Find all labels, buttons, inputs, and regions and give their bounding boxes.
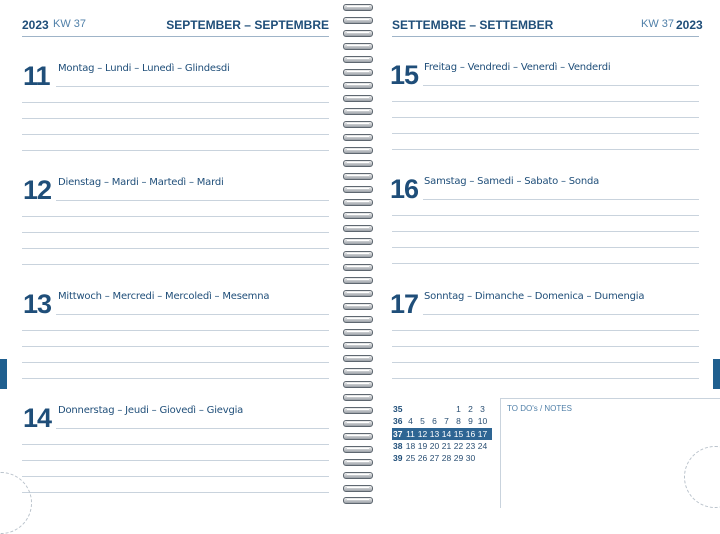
calendar-day: 11 — [406, 428, 415, 439]
spiral-ring — [343, 186, 373, 193]
line — [22, 150, 329, 151]
line — [22, 492, 329, 493]
calendar-day: 10 — [477, 416, 488, 427]
spiral-ring — [343, 225, 373, 232]
line — [22, 444, 329, 445]
day-name: Mittwoch – Mercredi – Mercoledì – Mesemna — [58, 291, 270, 302]
spiral-ring — [343, 147, 373, 154]
day-number: 14 — [23, 403, 52, 433]
line — [22, 378, 329, 379]
spiral-ring — [343, 342, 373, 349]
spiral-ring — [343, 329, 373, 336]
spiral-ring — [343, 264, 373, 271]
calendar-day: 9 — [468, 416, 473, 427]
spiral-ring — [343, 420, 373, 427]
line — [392, 117, 699, 118]
calendar-day: 19 — [417, 440, 428, 451]
left-page — [0, 0, 338, 507]
line — [392, 231, 699, 232]
line — [392, 133, 699, 134]
day-number: 17 — [390, 289, 419, 319]
line — [22, 248, 329, 249]
line — [22, 264, 329, 265]
spiral-ring — [343, 277, 373, 284]
day-name: Freitag – Vendredi – Venerdì – Venderdi — [424, 62, 611, 73]
calendar-day: 15 — [453, 428, 464, 439]
line — [22, 476, 329, 477]
spiral-ring — [343, 316, 373, 323]
day-name: Donnerstag – Jeudi – Giovedì – Gievgia — [58, 405, 244, 416]
calendar-day: 28 — [441, 453, 452, 464]
spiral-ring — [343, 17, 373, 24]
spiral-ring — [343, 30, 373, 37]
calendar-day: 23 — [465, 440, 476, 451]
spiral-ring — [343, 433, 373, 440]
spiral-binding — [338, 0, 382, 507]
line — [56, 314, 329, 315]
right-index-tab — [713, 359, 720, 389]
calendar-day: 27 — [429, 453, 440, 464]
spiral-ring — [343, 290, 373, 297]
spiral-ring — [343, 134, 373, 141]
spiral-ring — [343, 459, 373, 466]
notes-area — [500, 398, 720, 508]
day-name: Montag – Lundi – Lunedì – Glindesdi — [58, 63, 230, 74]
spiral-ring — [343, 56, 373, 63]
left-index-tab — [0, 359, 7, 389]
mini-calendar — [392, 403, 492, 464]
calendar-day: 6 — [432, 416, 437, 427]
right-month-title: SETTEMBRE – SETTEMBER — [392, 18, 554, 32]
calendar-day: 8 — [456, 416, 461, 427]
week-number: 36 — [393, 416, 403, 427]
spiral-ring — [343, 108, 373, 115]
line — [392, 362, 699, 363]
calendar-day: 21 — [441, 440, 452, 451]
calendar-week-row — [392, 452, 492, 464]
line — [22, 460, 329, 461]
calendar-day: 17 — [477, 428, 488, 439]
calendar-day: 5 — [420, 416, 425, 427]
spiral-ring — [343, 485, 373, 492]
calendar-day: 25 — [405, 453, 416, 464]
line — [56, 86, 329, 87]
line — [22, 362, 329, 363]
day-name: Dienstag – Mardi – Martedì – Mardi — [58, 177, 224, 188]
calendar-day: 20 — [429, 440, 440, 451]
spiral-ring — [343, 212, 373, 219]
calendar-week-row — [392, 403, 492, 415]
spiral-ring — [343, 303, 373, 310]
calendar-week-row — [392, 440, 492, 452]
line — [22, 102, 329, 103]
line — [22, 216, 329, 217]
spiral-ring — [343, 82, 373, 89]
spiral-ring — [343, 95, 373, 102]
calendar-day: 12 — [417, 428, 428, 439]
spiral-ring — [343, 121, 373, 128]
week-number: 37 — [393, 428, 403, 439]
left-year: 2023 — [22, 18, 49, 32]
header-rule — [22, 36, 329, 37]
calendar-day: 1 — [456, 404, 461, 414]
line — [22, 232, 329, 233]
calendar-day: 26 — [417, 453, 428, 464]
day-name: Samstag – Samedi – Sabato – Sonda — [424, 176, 600, 187]
spiral-ring — [343, 251, 373, 258]
spiral-ring — [343, 69, 373, 76]
right-week: KW 37 — [641, 18, 675, 30]
day-number: 15 — [390, 60, 419, 90]
calendar-day: 13 — [429, 428, 440, 439]
calendar-day: 18 — [405, 440, 416, 451]
day-number: 12 — [23, 175, 52, 205]
spiral-ring — [343, 368, 373, 375]
calendar-week-row — [392, 415, 492, 427]
calendar-day: 14 — [441, 428, 452, 439]
calendar-day: 24 — [477, 440, 488, 451]
calendar-day: 3 — [480, 404, 485, 414]
line — [392, 215, 699, 216]
spiral-ring — [343, 160, 373, 167]
line — [56, 428, 329, 429]
spiral-ring — [343, 472, 373, 479]
left-month-title: SEPTEMBER – SEPTEMBRE — [166, 18, 329, 32]
spiral-ring — [343, 355, 373, 362]
week-number: 35 — [393, 404, 403, 414]
week-number: 39 — [393, 453, 403, 464]
line — [22, 330, 329, 331]
calendar-week-row-current — [392, 428, 492, 440]
line — [392, 247, 699, 248]
line — [392, 101, 699, 102]
spiral-ring — [343, 381, 373, 388]
day-number: 11 — [23, 61, 50, 91]
right-year: 2023 — [676, 18, 703, 32]
day-name: Sonntag – Dimanche – Domenica – Dumengia — [424, 291, 645, 302]
line — [56, 200, 329, 201]
line — [423, 85, 699, 86]
spiral-ring — [343, 199, 373, 206]
calendar-day: 7 — [444, 416, 449, 427]
line — [423, 199, 699, 200]
week-number: 38 — [393, 440, 403, 451]
line — [392, 346, 699, 347]
header-rule — [392, 36, 699, 37]
spiral-ring — [343, 497, 373, 504]
calendar-day: 29 — [453, 453, 464, 464]
line — [22, 134, 329, 135]
calendar-day: 30 — [465, 453, 476, 464]
line — [392, 378, 699, 379]
spiral-ring — [343, 43, 373, 50]
spiral-ring — [343, 394, 373, 401]
line — [392, 263, 699, 264]
line — [22, 346, 329, 347]
calendar-day: 22 — [453, 440, 464, 451]
calendar-day: 2 — [468, 404, 473, 414]
line — [392, 330, 699, 331]
calendar-day: 16 — [465, 428, 476, 439]
line — [423, 314, 699, 315]
spiral-ring — [343, 238, 373, 245]
spiral-ring — [343, 4, 373, 11]
left-week: KW 37 — [53, 18, 87, 30]
day-number: 13 — [23, 289, 52, 319]
corner-mark — [0, 472, 32, 534]
day-number: 16 — [390, 174, 419, 204]
calendar-day: 4 — [408, 416, 413, 427]
spiral-ring — [343, 407, 373, 414]
notes-label: TO DO's / NOTES — [507, 404, 572, 413]
spiral-ring — [343, 446, 373, 453]
spiral-ring — [343, 173, 373, 180]
line — [392, 149, 699, 150]
line — [22, 118, 329, 119]
